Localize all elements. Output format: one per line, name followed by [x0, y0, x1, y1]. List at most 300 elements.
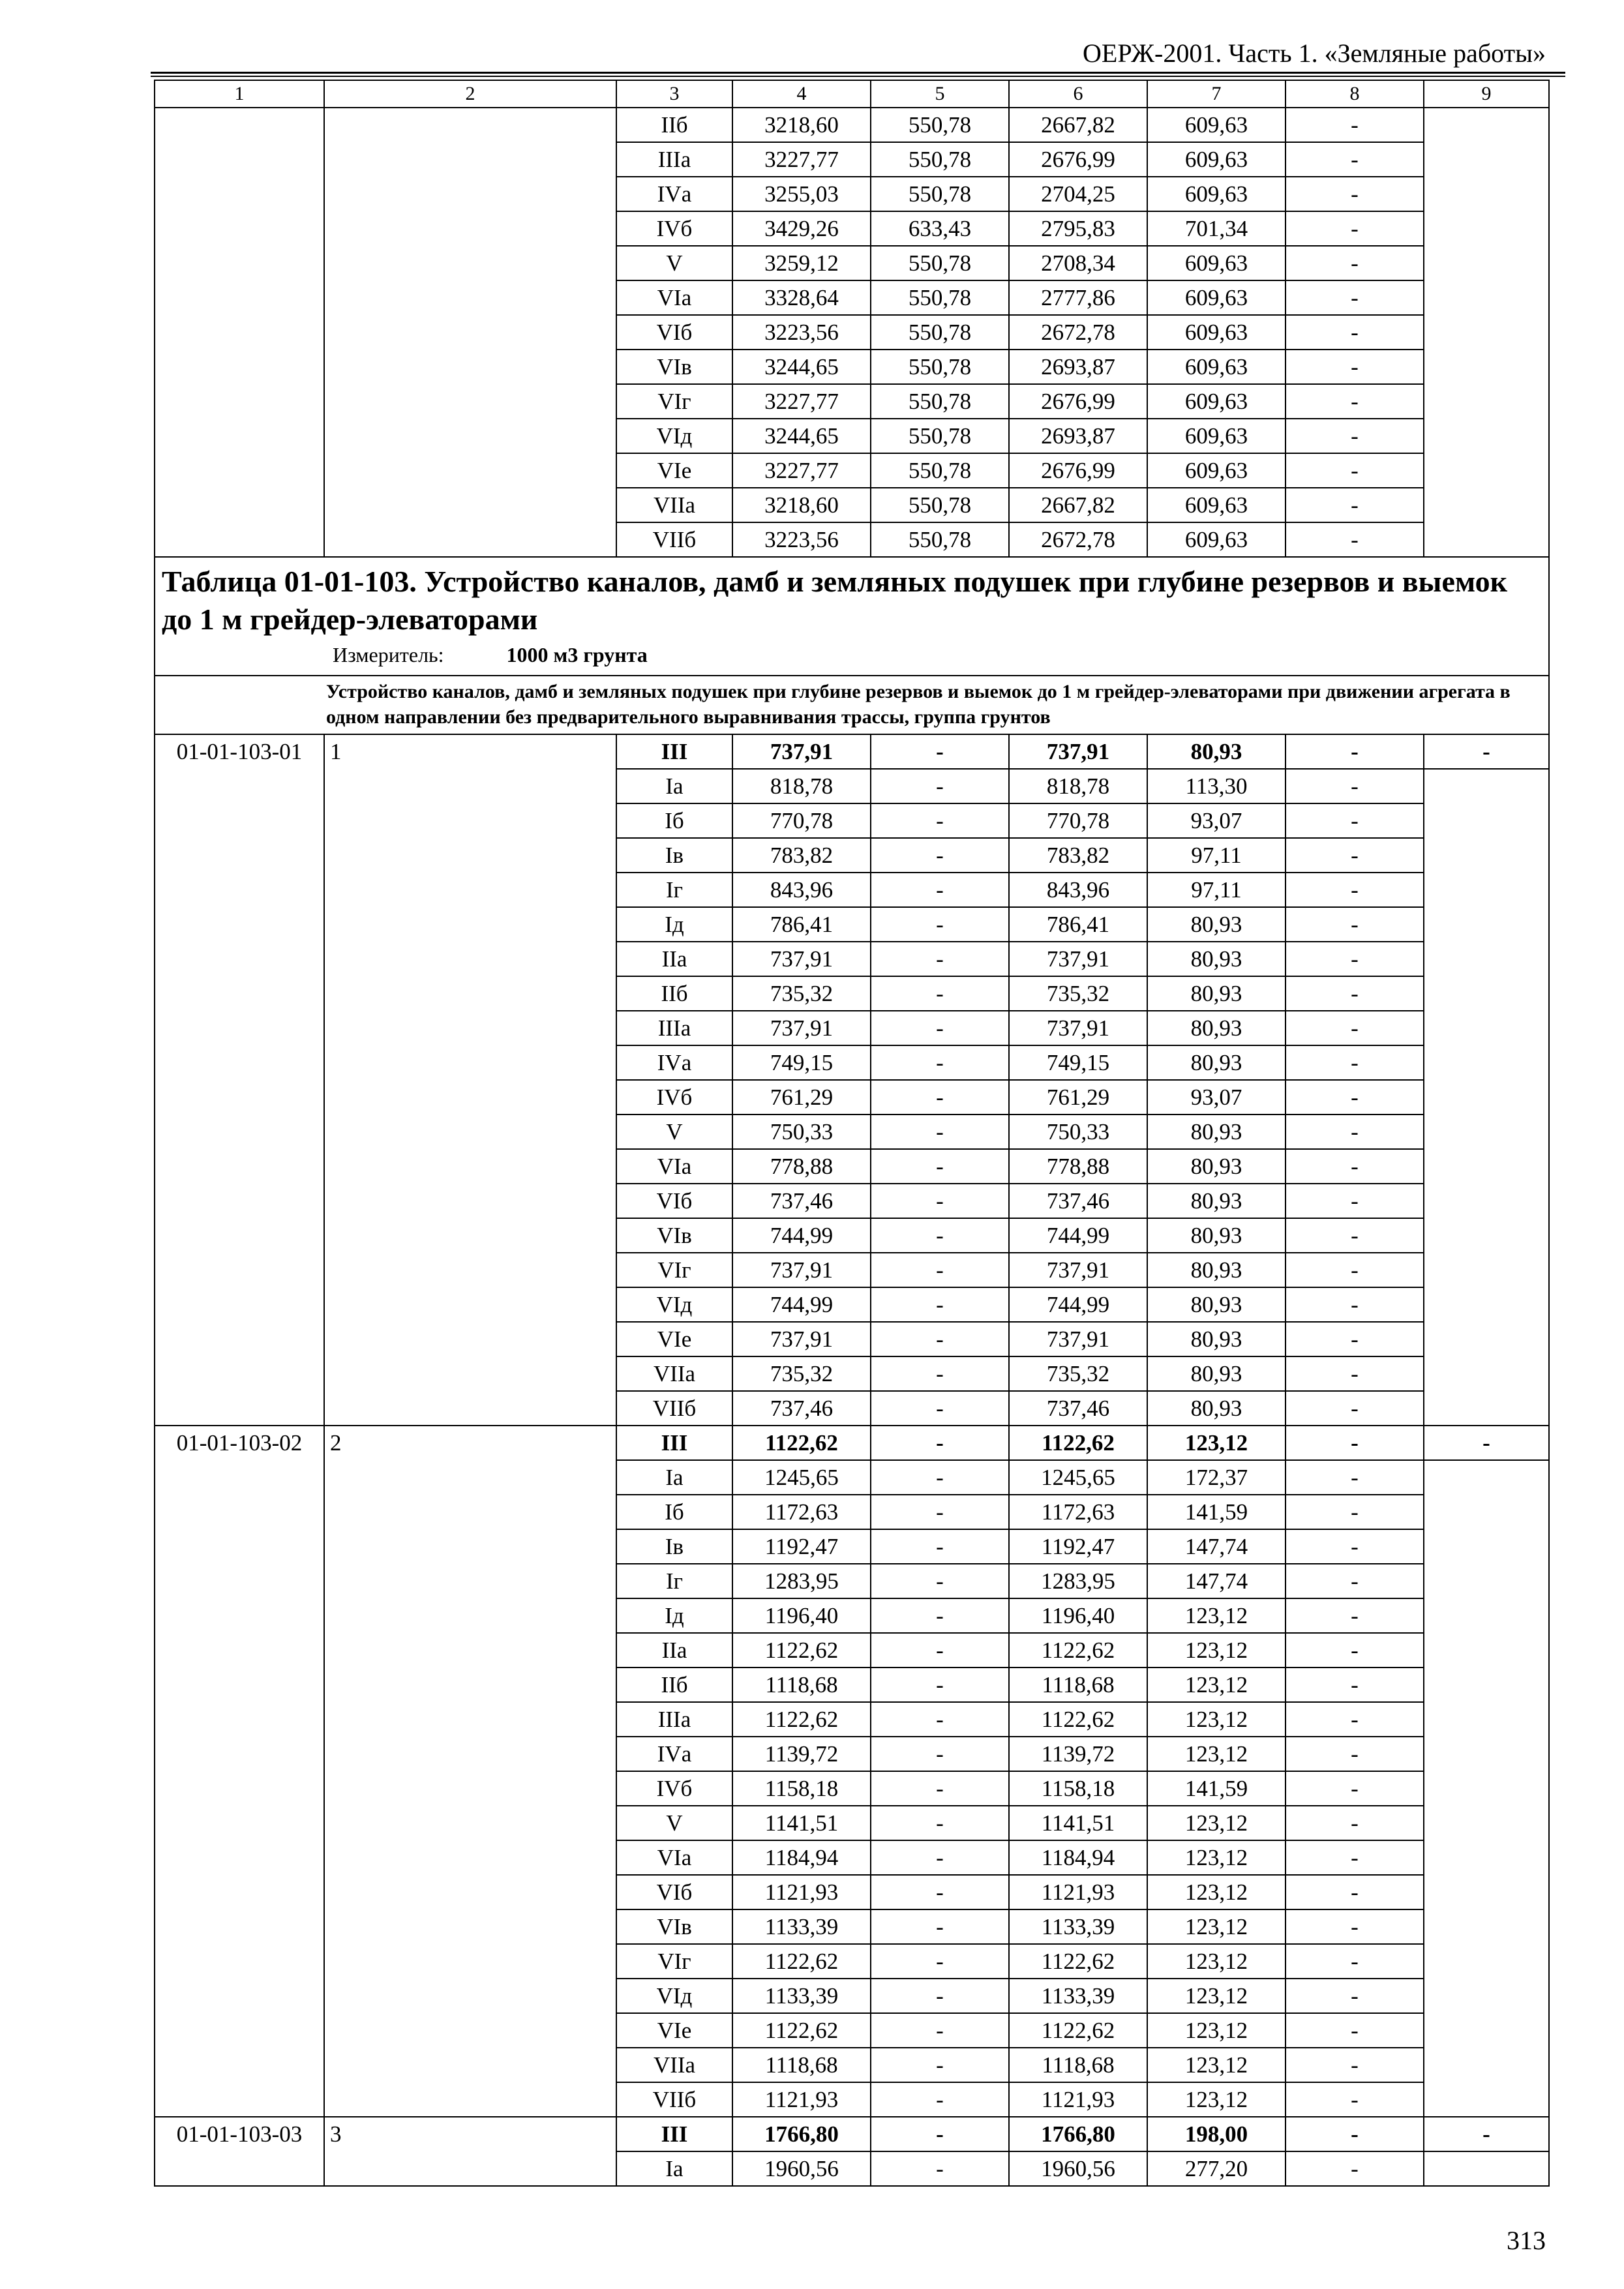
value-cell: 750,33	[732, 1115, 871, 1149]
value-cell: 3244,65	[732, 419, 871, 453]
value-cell: -	[871, 2048, 1009, 2082]
value-cell: 93,07	[1147, 803, 1286, 838]
value-cell: 1960,56	[732, 2151, 871, 2186]
value-cell: -	[871, 1598, 1009, 1633]
value-cell: 123,12	[1147, 2013, 1286, 2048]
value-cell: -	[1286, 1322, 1424, 1356]
value-cell: 123,12	[1147, 1909, 1286, 1944]
value-cell: -	[1286, 1356, 1424, 1391]
rates-table	[154, 80, 1550, 2187]
value-cell: 550,78	[871, 453, 1009, 488]
value-cell: 735,32	[1009, 976, 1147, 1011]
value-cell: 80,93	[1147, 942, 1286, 976]
column-number: 9	[1424, 80, 1549, 108]
soil-group-cell: IVб	[616, 211, 732, 246]
value-cell: 609,63	[1147, 522, 1286, 557]
value-cell: -	[871, 2117, 1009, 2151]
value-cell: 1121,93	[732, 2082, 871, 2117]
value-cell: 1196,40	[1009, 1598, 1147, 1633]
value-cell: 737,91	[1009, 942, 1147, 976]
value-cell: -	[871, 942, 1009, 976]
value-cell: 1118,68	[732, 1668, 871, 1702]
value-cell: -	[1286, 2048, 1424, 2082]
value-cell: -	[871, 1045, 1009, 1080]
soil-group-cell: IVб	[616, 1771, 732, 1806]
rate-code: 01-01-103-02	[155, 1426, 324, 2117]
soil-group-cell: VIе	[616, 2013, 732, 2048]
soil-group-cell: VIе	[616, 1322, 732, 1356]
value-cell: -	[871, 1633, 1009, 1668]
value-cell: 2667,82	[1009, 488, 1147, 522]
soil-group-cell: VIIб	[616, 1391, 732, 1426]
value-cell: -	[871, 1944, 1009, 1979]
value-cell: 123,12	[1147, 1598, 1286, 1633]
value-cell: 80,93	[1147, 1253, 1286, 1287]
value-cell: -	[1286, 1218, 1424, 1253]
value-cell: -	[1286, 803, 1424, 838]
value-cell: 2795,83	[1009, 211, 1147, 246]
value-cell: -	[871, 1806, 1009, 1840]
value-cell: -	[871, 838, 1009, 873]
soil-group-cell: Iв	[616, 1529, 732, 1564]
value-cell: 737,91	[1009, 1253, 1147, 1287]
value-cell: -	[1286, 942, 1424, 976]
column-number: 6	[1009, 80, 1147, 108]
value-cell: 735,32	[732, 1356, 871, 1391]
value-cell: 123,12	[1147, 1840, 1286, 1875]
rate-number: 3	[324, 2117, 616, 2186]
value-cell: 783,82	[732, 838, 871, 873]
soil-group-cell: Iа	[616, 2151, 732, 2186]
value-cell: 770,78	[732, 803, 871, 838]
soil-group-cell: III	[616, 1426, 732, 1460]
value-cell: 1133,39	[732, 1979, 871, 2013]
soil-group-cell: VIг	[616, 1253, 732, 1287]
value-cell: -	[1286, 1184, 1424, 1218]
value-cell: 1245,65	[1009, 1460, 1147, 1495]
soil-group-cell: VIд	[616, 1979, 732, 2013]
value-cell: 550,78	[871, 280, 1009, 315]
value-cell: 843,96	[732, 873, 871, 907]
value-cell: 147,74	[1147, 1564, 1286, 1598]
value-cell: 737,91	[732, 1253, 871, 1287]
soil-group-cell: VIIа	[616, 488, 732, 522]
column-number: 1	[155, 80, 324, 108]
soil-group-cell: VIд	[616, 419, 732, 453]
value-cell: -	[871, 1771, 1009, 1806]
value-cell: 2672,78	[1009, 315, 1147, 350]
value-cell: 1133,39	[1009, 1909, 1147, 1944]
value-cell: -	[1286, 350, 1424, 384]
value-cell: -	[1286, 1115, 1424, 1149]
value-cell: -	[871, 1979, 1009, 2013]
value-cell: -	[1286, 1840, 1424, 1875]
value-cell: 1245,65	[732, 1460, 871, 1495]
value-cell: 1122,62	[1009, 1702, 1147, 1737]
value-cell: -	[1286, 1702, 1424, 1737]
value-cell: 80,93	[1147, 1287, 1286, 1322]
soil-group-cell: Iа	[616, 1460, 732, 1495]
value-cell: -	[1286, 1529, 1424, 1564]
value-cell: 550,78	[871, 522, 1009, 557]
value-cell: 609,63	[1147, 315, 1286, 350]
soil-group-cell: VIб	[616, 315, 732, 350]
value-cell: 1122,62	[732, 1944, 871, 1979]
col9-cell: -	[1424, 734, 1549, 769]
value-cell: 80,93	[1147, 734, 1286, 769]
value-cell: 1283,95	[1009, 1564, 1147, 1598]
value-cell: 786,41	[1009, 907, 1147, 942]
value-cell: 147,74	[1147, 1529, 1286, 1564]
value-cell: -	[1286, 1633, 1424, 1668]
header-rule	[151, 72, 1565, 74]
value-cell: 770,78	[1009, 803, 1147, 838]
value-cell: -	[1286, 1564, 1424, 1598]
column-number: 7	[1147, 80, 1286, 108]
value-cell: 3429,26	[732, 211, 871, 246]
value-cell: -	[871, 1529, 1009, 1564]
value-cell: -	[1286, 734, 1424, 769]
soil-group-cell: IVа	[616, 1045, 732, 1080]
measure-label: Измеритель:	[333, 643, 444, 666]
value-cell: 1184,94	[1009, 1840, 1147, 1875]
table-subtitle: Устройство каналов, дамб и земляных подушек при глубине резервов и выемок до 1 м грейдер-элеваторами при движении агрегата в одном направлении без предварительного выравнивания трассы, группа грунтов	[155, 676, 1549, 734]
value-cell: -	[1286, 769, 1424, 803]
value-cell: 633,43	[871, 211, 1009, 246]
value-cell: 737,91	[1009, 734, 1147, 769]
value-cell: 123,12	[1147, 1633, 1286, 1668]
value-cell: 550,78	[871, 419, 1009, 453]
value-cell: -	[871, 1080, 1009, 1115]
running-header: ОЕРЖ-2001. Часть 1. «Земляные работы»	[1083, 38, 1546, 68]
value-cell: 80,93	[1147, 976, 1286, 1011]
value-cell: 3227,77	[732, 384, 871, 419]
value-cell: 550,78	[871, 246, 1009, 280]
value-cell: -	[871, 1253, 1009, 1287]
value-cell: 93,07	[1147, 1080, 1286, 1115]
value-cell: -	[1286, 2151, 1424, 2186]
column-number: 3	[616, 80, 732, 108]
value-cell: -	[871, 1391, 1009, 1426]
value-cell: 3244,65	[732, 350, 871, 384]
table-title-row	[155, 557, 1549, 676]
value-cell: 123,12	[1147, 1668, 1286, 1702]
value-cell: -	[871, 769, 1009, 803]
col9-empty	[1424, 108, 1549, 557]
soil-group-cell: V	[616, 246, 732, 280]
value-cell: -	[871, 734, 1009, 769]
value-cell: 3328,64	[732, 280, 871, 315]
value-cell: 123,12	[1147, 1426, 1286, 1460]
value-cell: 761,29	[732, 1080, 871, 1115]
value-cell: 80,93	[1147, 1184, 1286, 1218]
value-cell: -	[1286, 1806, 1424, 1840]
value-cell: 113,30	[1147, 769, 1286, 803]
soil-group-cell: Iб	[616, 803, 732, 838]
value-cell: -	[1286, 1011, 1424, 1045]
value-cell: -	[1286, 246, 1424, 280]
column-number: 2	[324, 80, 616, 108]
value-cell: -	[871, 1909, 1009, 1944]
value-cell: -	[871, 1149, 1009, 1184]
value-cell: 2777,86	[1009, 280, 1147, 315]
code-cell-empty	[155, 108, 324, 557]
num-cell-empty	[324, 108, 616, 557]
value-cell: -	[1286, 1045, 1424, 1080]
value-cell: -	[871, 1184, 1009, 1218]
value-cell: 735,32	[1009, 1356, 1147, 1391]
value-cell: 123,12	[1147, 1944, 1286, 1979]
soil-group-cell: IVб	[616, 1080, 732, 1115]
value-cell: -	[1286, 522, 1424, 557]
value-cell: 80,93	[1147, 1115, 1286, 1149]
value-cell: 818,78	[1009, 769, 1147, 803]
soil-group-cell: Iд	[616, 907, 732, 942]
value-cell: 1122,62	[732, 1702, 871, 1737]
value-cell: -	[871, 873, 1009, 907]
soil-group-cell: IIб	[616, 1668, 732, 1702]
value-cell: 750,33	[1009, 1115, 1147, 1149]
value-cell: 737,46	[732, 1391, 871, 1426]
soil-group-cell: IIа	[616, 942, 732, 976]
value-cell: 1118,68	[732, 2048, 871, 2082]
value-cell: -	[1286, 2117, 1424, 2151]
value-cell: 80,93	[1147, 907, 1286, 942]
value-cell: 1118,68	[1009, 2048, 1147, 2082]
value-cell: -	[871, 803, 1009, 838]
soil-group-cell: VIа	[616, 1149, 732, 1184]
value-cell: 2676,99	[1009, 142, 1147, 177]
soil-group-cell: VIIб	[616, 2082, 732, 2117]
value-cell: 123,12	[1147, 1875, 1286, 1909]
value-cell: -	[871, 1115, 1009, 1149]
soil-group-cell: IIб	[616, 976, 732, 1011]
value-cell: 2693,87	[1009, 419, 1147, 453]
value-cell: 141,59	[1147, 1771, 1286, 1806]
value-cell: -	[1286, 1598, 1424, 1633]
measure-value: 1000 м3 грунта	[506, 643, 648, 666]
value-cell: 1960,56	[1009, 2151, 1147, 2186]
value-cell: 1122,62	[732, 2013, 871, 2048]
value-cell: 1172,63	[732, 1495, 871, 1529]
value-cell: 609,63	[1147, 419, 1286, 453]
value-cell: -	[871, 1495, 1009, 1529]
table-title: Таблица 01-01-103. Устройство каналов, дамб и земляных подушек при глубине резервов и выемок до 1 м грейдер-элеваторами	[162, 565, 1508, 636]
value-cell: 1141,51	[732, 1806, 871, 1840]
soil-group-cell: Iв	[616, 838, 732, 873]
soil-group-cell: IVа	[616, 1737, 732, 1771]
soil-group-cell: IIIа	[616, 1702, 732, 1737]
soil-group-cell: VIа	[616, 1840, 732, 1875]
value-cell: 1133,39	[732, 1909, 871, 1944]
value-cell: -	[871, 907, 1009, 942]
value-cell: -	[1286, 1426, 1424, 1460]
soil-group-cell: VIв	[616, 1218, 732, 1253]
col9-cell: -	[1424, 1426, 1549, 1460]
value-cell: 550,78	[871, 350, 1009, 384]
value-cell: 123,12	[1147, 2082, 1286, 2117]
value-cell: -	[871, 1702, 1009, 1737]
column-number-row	[155, 80, 1549, 108]
soil-group-cell: VIе	[616, 453, 732, 488]
value-cell: 3218,60	[732, 108, 871, 142]
value-cell: 2704,25	[1009, 177, 1147, 211]
value-cell: 3255,03	[732, 177, 871, 211]
value-cell: 609,63	[1147, 108, 1286, 142]
value-cell: -	[1286, 907, 1424, 942]
value-cell: 744,99	[1009, 1218, 1147, 1253]
value-cell: 737,91	[732, 1011, 871, 1045]
value-cell: 550,78	[871, 384, 1009, 419]
soil-group-cell: VIIа	[616, 1356, 732, 1391]
value-cell: 123,12	[1147, 1806, 1286, 1840]
value-cell: 80,93	[1147, 1391, 1286, 1426]
value-cell: 3223,56	[732, 522, 871, 557]
value-cell: 1139,72	[732, 1737, 871, 1771]
value-cell: -	[871, 1356, 1009, 1391]
value-cell: 609,63	[1147, 350, 1286, 384]
value-cell: 1192,47	[732, 1529, 871, 1564]
value-cell: -	[1286, 1909, 1424, 1944]
value-cell: 609,63	[1147, 246, 1286, 280]
value-cell: 737,46	[732, 1184, 871, 1218]
value-cell: 1122,62	[1009, 1426, 1147, 1460]
value-cell: 97,11	[1147, 838, 1286, 873]
value-cell: 550,78	[871, 177, 1009, 211]
value-cell: -	[1286, 1287, 1424, 1322]
value-cell: -	[1286, 1253, 1424, 1287]
value-cell: 550,78	[871, 315, 1009, 350]
value-cell: -	[1286, 453, 1424, 488]
value-cell: 2693,87	[1009, 350, 1147, 384]
value-cell: 749,15	[1009, 1045, 1147, 1080]
value-cell: -	[871, 1840, 1009, 1875]
value-cell: 172,37	[1147, 1460, 1286, 1495]
table-row	[155, 108, 1549, 142]
col9-empty	[1424, 1460, 1549, 2117]
value-cell: -	[1286, 108, 1424, 142]
rate-code: 01-01-103-03	[155, 2117, 324, 2186]
soil-group-cell: IVа	[616, 177, 732, 211]
value-cell: -	[1286, 1737, 1424, 1771]
soil-group-cell: VIг	[616, 384, 732, 419]
value-cell: 550,78	[871, 142, 1009, 177]
value-cell: -	[1286, 1979, 1424, 2013]
value-cell: 735,32	[732, 976, 871, 1011]
value-cell: -	[871, 976, 1009, 1011]
value-cell: 2676,99	[1009, 453, 1147, 488]
value-cell: 198,00	[1147, 2117, 1286, 2151]
value-cell: 3259,12	[732, 246, 871, 280]
value-cell: 3227,77	[732, 142, 871, 177]
value-cell: 1121,93	[1009, 2082, 1147, 2117]
value-cell: 80,93	[1147, 1322, 1286, 1356]
value-cell: 80,93	[1147, 1045, 1286, 1080]
soil-group-cell: VIг	[616, 1944, 732, 1979]
value-cell: 1172,63	[1009, 1495, 1147, 1529]
value-cell: -	[1286, 419, 1424, 453]
value-cell: 778,88	[732, 1149, 871, 1184]
column-number: 8	[1286, 80, 1424, 108]
value-cell: 701,34	[1147, 211, 1286, 246]
value-cell: -	[871, 1737, 1009, 1771]
soil-group-cell: IIIа	[616, 1011, 732, 1045]
value-cell: 1766,80	[1009, 2117, 1147, 2151]
col9-cell: -	[1424, 2117, 1549, 2151]
value-cell: 2667,82	[1009, 108, 1147, 142]
value-cell: 277,20	[1147, 2151, 1286, 2186]
value-cell: 737,91	[732, 734, 871, 769]
value-cell: 123,12	[1147, 1737, 1286, 1771]
soil-group-cell: IIIа	[616, 142, 732, 177]
soil-group-cell: IIб	[616, 108, 732, 142]
value-cell: 744,99	[1009, 1287, 1147, 1322]
value-cell: 843,96	[1009, 873, 1147, 907]
value-cell: 2676,99	[1009, 384, 1147, 419]
value-cell: 1122,62	[732, 1633, 871, 1668]
col9-empty	[1424, 2151, 1549, 2186]
value-cell: 786,41	[732, 907, 871, 942]
value-cell: -	[871, 1668, 1009, 1702]
value-cell: -	[1286, 2013, 1424, 2048]
value-cell: -	[871, 1011, 1009, 1045]
value-cell: 1122,62	[732, 1426, 871, 1460]
page-number: 313	[1507, 2226, 1546, 2255]
soil-group-cell: VIв	[616, 350, 732, 384]
value-cell: 1184,94	[732, 1840, 871, 1875]
value-cell: -	[871, 2151, 1009, 2186]
value-cell: 80,93	[1147, 1149, 1286, 1184]
value-cell: 749,15	[732, 1045, 871, 1080]
rate-code: 01-01-103-01	[155, 734, 324, 1426]
value-cell: -	[1286, 1875, 1424, 1909]
value-cell: 550,78	[871, 108, 1009, 142]
value-cell: -	[1286, 873, 1424, 907]
value-cell: -	[1286, 2082, 1424, 2117]
soil-group-cell: VIа	[616, 280, 732, 315]
value-cell: -	[1286, 1668, 1424, 1702]
value-cell: 1158,18	[732, 1771, 871, 1806]
value-cell: 737,91	[1009, 1322, 1147, 1356]
soil-group-cell: VIIб	[616, 522, 732, 557]
value-cell: 1192,47	[1009, 1529, 1147, 1564]
soil-group-cell: VIб	[616, 1875, 732, 1909]
value-cell: -	[1286, 177, 1424, 211]
value-cell: 737,91	[1009, 1011, 1147, 1045]
value-cell: -	[871, 1875, 1009, 1909]
value-cell: 123,12	[1147, 1702, 1286, 1737]
value-cell: -	[1286, 280, 1424, 315]
soil-group-cell: III	[616, 734, 732, 769]
soil-group-cell: V	[616, 1115, 732, 1149]
value-cell: -	[1286, 315, 1424, 350]
measure-line	[162, 644, 1542, 665]
value-cell: 609,63	[1147, 384, 1286, 419]
rate-number: 1	[324, 734, 616, 1426]
value-cell: 737,46	[1009, 1391, 1147, 1426]
value-cell: -	[1286, 838, 1424, 873]
soil-group-cell: VIд	[616, 1287, 732, 1322]
soil-group-cell: Iд	[616, 1598, 732, 1633]
soil-group-cell: VIIа	[616, 2048, 732, 2082]
value-cell: -	[1286, 1944, 1424, 1979]
value-cell: 3218,60	[732, 488, 871, 522]
column-number: 5	[871, 80, 1009, 108]
value-cell: 2708,34	[1009, 246, 1147, 280]
value-cell: 141,59	[1147, 1495, 1286, 1529]
value-cell: 123,12	[1147, 1979, 1286, 2013]
value-cell: 97,11	[1147, 873, 1286, 907]
